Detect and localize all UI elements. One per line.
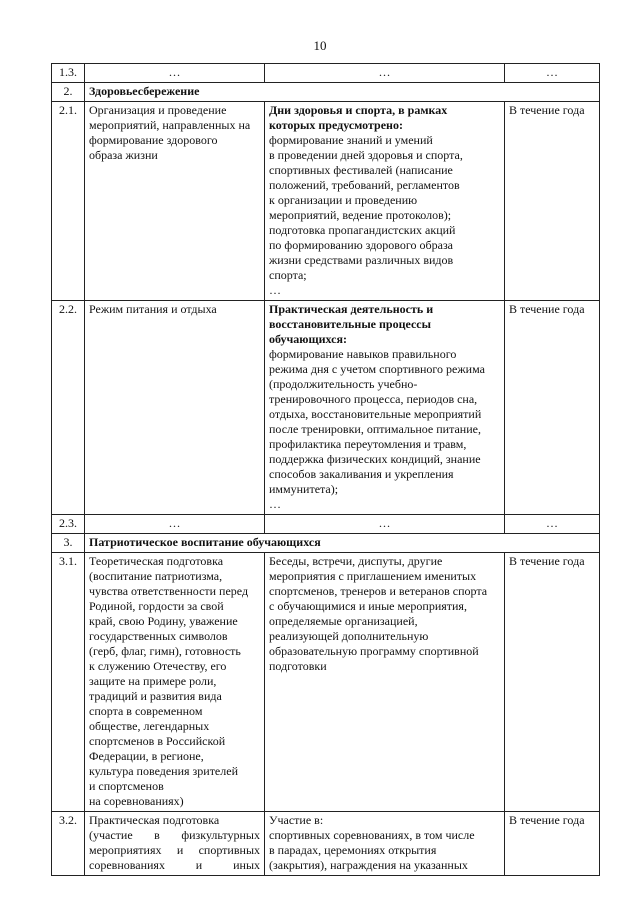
table-row: [52, 812, 600, 876]
section-title: Здоровьесбережение: [85, 83, 600, 102]
content-cell: Беседы, встречи, диспуты, другие мероприятия с приглашением именитых спортсменов, тренеров и ветеранов спорта с обучающимися и иные мероприятия, определяемые организацией, реализующей дополнительную образовательную программу спортивной подготовки: [265, 553, 505, 812]
period-cell: В течение года: [505, 301, 600, 515]
ellipsis-cell: …: [505, 64, 600, 83]
row-number: 3.2.: [52, 812, 85, 876]
table-row: [52, 301, 600, 515]
row-number: 2.3.: [52, 515, 85, 534]
section-row: [52, 83, 600, 102]
plan-table: [51, 63, 600, 876]
ellipsis-cell: …: [85, 64, 265, 83]
period-cell: В течение года: [505, 553, 600, 812]
content-cell: Дни здоровья и спорта, в рамках которых предусмотрено: формирование знаний и умений в проведении дней здоровья и спорта, спортивных фестивалей (написание положений, требований, регламентов к организации и проведению мероприятий, ведение протоколов); подготовка пропагандистских акций по формированию здорового образа жизни средствами различных видов спорта; …: [265, 102, 505, 301]
content-cell: Участие в: спортивных соревнованиях, в том числе в парадах, церемониях открытия (закрытия), награждения на указанных: [265, 812, 505, 876]
ellipsis-cell: …: [85, 515, 265, 534]
row-number: 1.3.: [52, 64, 85, 83]
period-cell: В течение года: [505, 812, 600, 876]
row-number: 2.2.: [52, 301, 85, 515]
page-number: 10: [313, 38, 327, 53]
row-number: 3.1.: [52, 553, 85, 812]
ellipsis-cell: …: [505, 515, 600, 534]
section-title: Патриотическое воспитание обучающихся: [85, 534, 600, 553]
table-row: [52, 515, 600, 534]
ellipsis-cell: …: [265, 64, 505, 83]
activity-cell: Практическая подготовка (участие в физкультурных мероприятиях и спортивных соревнованиях и иных: [85, 812, 265, 876]
table-row: [52, 64, 600, 83]
table-row: [52, 102, 600, 301]
activity-cell: Режим питания и отдыха: [85, 301, 265, 515]
section-row: [52, 534, 600, 553]
section-number: 2.: [52, 83, 85, 102]
period-cell: В течение года: [505, 102, 600, 301]
activity-cell: Теоретическая подготовка (воспитание патриотизма, чувства ответственности перед Родиной, гордости за свой край, свою Родину, уважение государственных символов (герб, флаг, гимн), готовность к служению Отечеству, его защите на примере роли, традиций и развития вида спорта в современном обществе, легендарных спортсменов в Российской Федерации, в регионе, культура поведения зрителей и спортсменов на соревнованиях): [85, 553, 265, 812]
content-cell: Практическая деятельность и восстановительные процессы обучающихся: формирование навыков правильного режима дня с учетом спортивного режима (продолжительность учебно- тренировочного процесса, периодов сна, отдыха, восстановительные мероприятий после тренировки, оптимальное питание, профилактика переутомления и травм, поддержка физических кондиций, знание способов закаливания и укрепления иммунитета); …: [265, 301, 505, 515]
table-row: [52, 553, 600, 812]
activity-cell: Организация и проведение мероприятий, направленных на формирование здорового образа жизни: [85, 102, 265, 301]
ellipsis-cell: …: [265, 515, 505, 534]
row-number: 2.1.: [52, 102, 85, 301]
section-number: 3.: [52, 534, 85, 553]
